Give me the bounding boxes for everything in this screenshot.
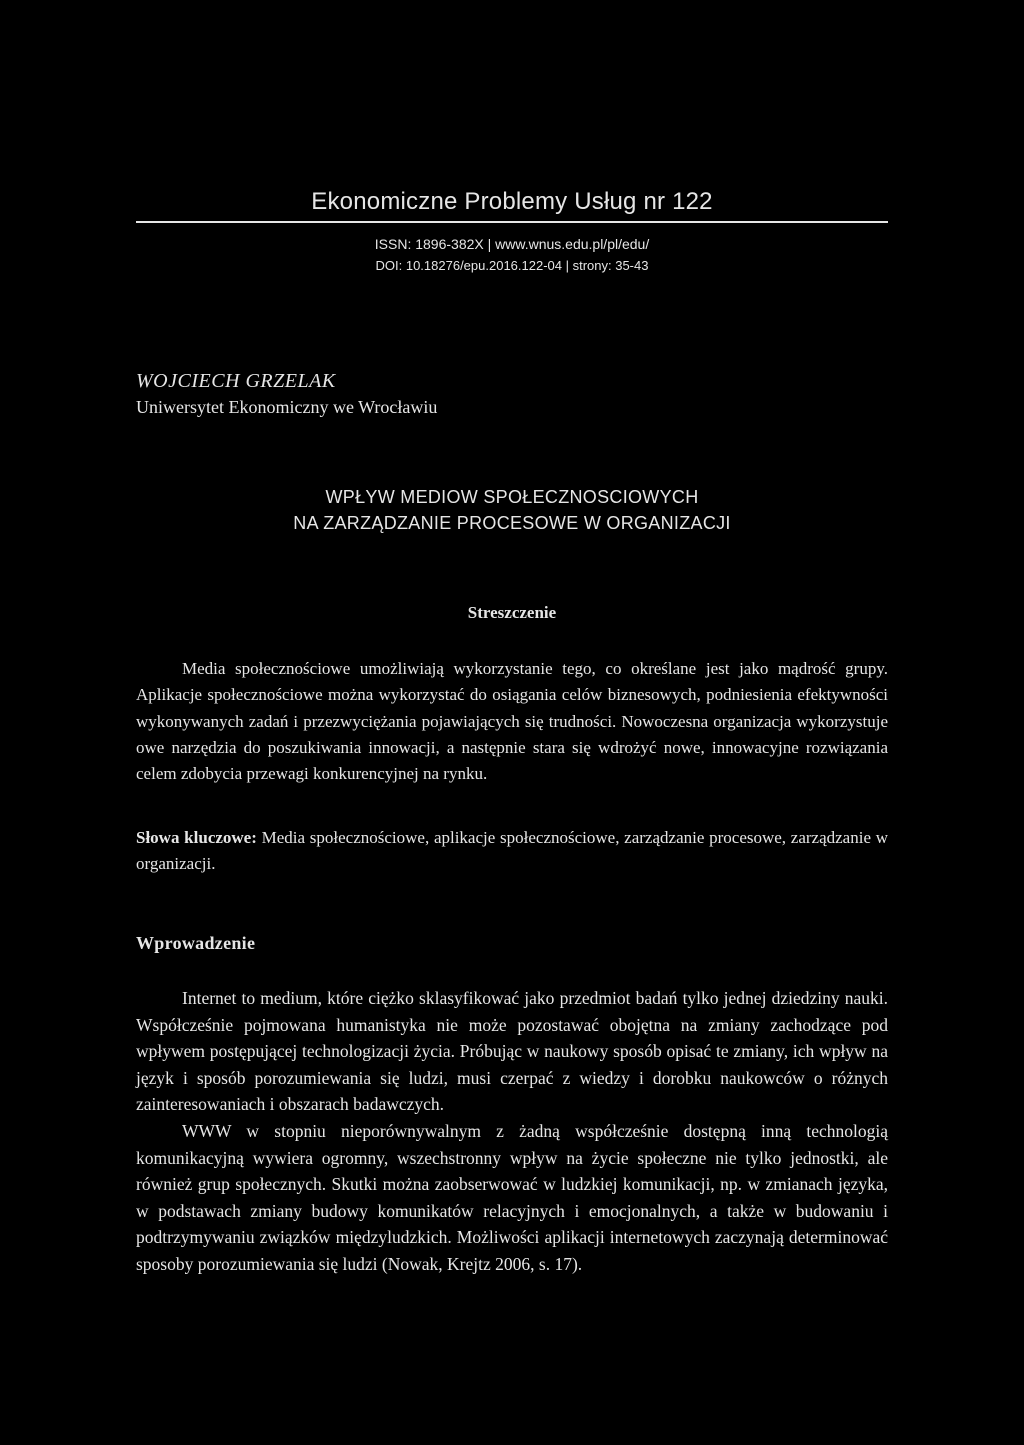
section-heading-introduction: Wprowadzenie xyxy=(136,933,256,953)
introduction-body xyxy=(136,985,888,1278)
header-divider xyxy=(136,221,888,223)
article-title-line: NA ZARZĄDZANIE PROCESOWE W ORGANIZACJI xyxy=(293,513,731,533)
author-affiliation: Uniwersytet Ekonomiczny we Wrocławiu xyxy=(136,397,438,417)
abstract-text: Media społecznościowe umożliwiają wykorzystanie tego, co określane jest jako mądrość grupy. Aplikacje społecznościowe można wykorzystać do osiągania celów biznesowych, podniesienia efektywności wykonywanych zadań i przezwyciężania pojawiających się trudności. Nowoczesna organizacja wykorzystuje owe narzędzia do poszukiwania innowacji, a następnie stara się wdrożyć nowe, innowacyjne rozwiązania celem zdobycia przewagi konkurencyjnej na rynku. xyxy=(136,659,888,784)
abstract-heading: Streszczenie xyxy=(467,603,557,622)
author-name: WOJCIECH GRZELAK xyxy=(136,370,336,392)
journal-title: Ekonomiczne Problemy Usług nr 122 xyxy=(311,188,713,215)
body-paragraph: Internet to medium, które ciężko sklasyfikować jako przedmiot badań tylko jednej dziedziny nauki. Współcześnie pojmowana humanistyka nie może pozostawać obojętna na zmiany zachodzące pod wpływem postępującej technologizacji życia. Próbując w naukowy sposób opisać te zmiany, ich wpływ na język i sposób porozumiewania się ludzi, musi czerpać z wiedzy i dorobku naukowców o różnych zainteresowaniach i obszarach badawczych. xyxy=(136,988,888,1115)
doi-line: DOI: 10.18276/epu.2016.122-04 | strony: 35-43 xyxy=(375,258,649,273)
article-title xyxy=(136,484,888,536)
body-paragraph: WWW w stopniu nieporównywalnym z żadną współcześnie dostępną inną technologią komunikacyjną wywiera ogromny, wszechstronny wpływ na życie społeczne nie tylko jednostki, ale również grup społecznych. Skutki można zaobserwować w ludzkiej komunikacji, np. w zmianach języka, w podstawach zmiany budowy komunikatów relacyjnych i emocjonalnych, a także w budowaniu i podtrzymywaniu związków międzyludzkich. Możliwości aplikacji internetowych zaczynają determinować sposoby porozumiewania się ludzi (Nowak, Krejtz 2006, s. 17). xyxy=(136,1120,888,1274)
keywords xyxy=(136,825,888,877)
keywords-text: Media społecznościowe, aplikacje społecznościowe, zarządzanie procesowe, zarządzanie w organizacji. xyxy=(136,828,888,873)
article-title-line: WPŁYW MEDIOW SPOŁECZNOSCIOWYCH xyxy=(325,487,699,507)
issn-line: ISSN: 1896-382X | www.wnus.edu.pl/pl/edu/ xyxy=(374,236,650,252)
keywords-label: Słowa kluczowe: xyxy=(136,828,257,847)
